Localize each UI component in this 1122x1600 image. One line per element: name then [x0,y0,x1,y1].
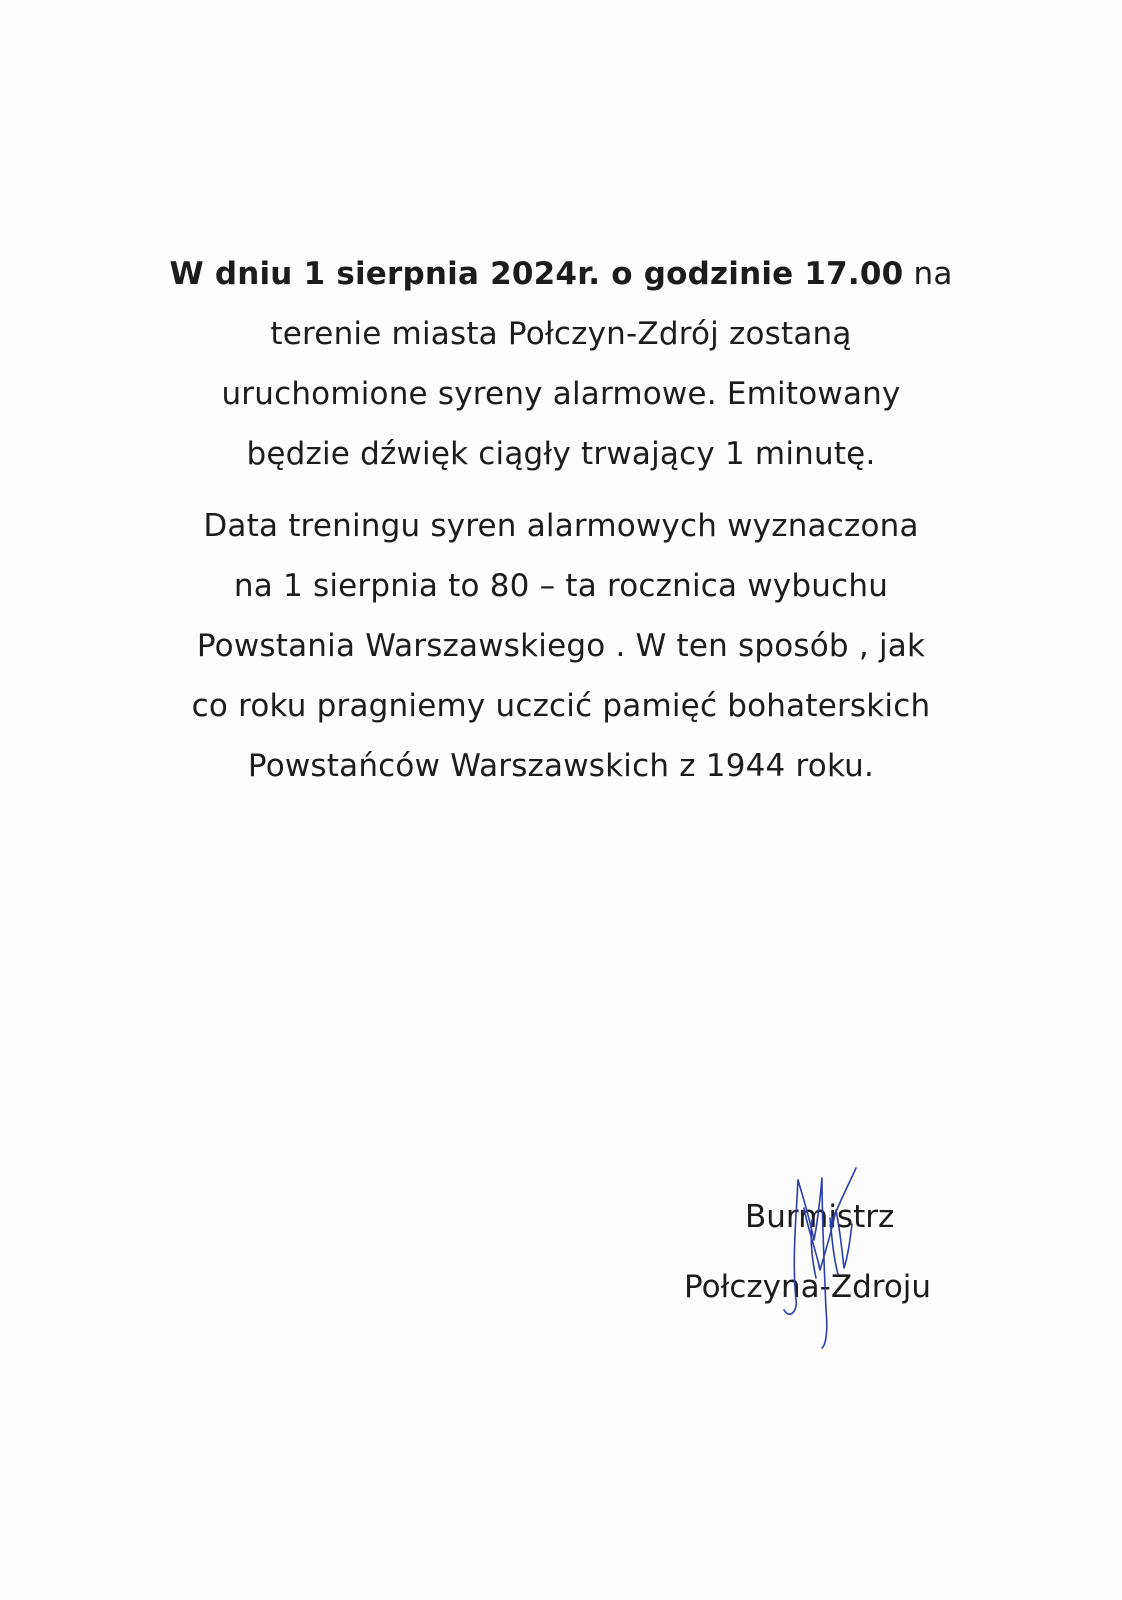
paragraph-2-line-1: Data treningu syren alarmowych wyznaczona [203,508,919,544]
line-1-continuation: na [903,256,953,292]
paragraph-2-line-4: co roku pragniemy uczcić pamięć bohaterskich [191,688,931,724]
paragraph-1-line-2: terenie miasta Połczyn-Zdrój zostaną [270,316,852,352]
handwritten-signature [760,1160,880,1350]
signature-stroke [830,1218,838,1274]
paragraph-1-line-1 [100,244,1022,304]
paragraph-2-line-3: Powstania Warszawskiego . W ten sposób , jak [196,628,926,664]
notice-paragraph-2 [100,496,1022,796]
paragraph-2-line-5: Powstańców Warszawskich z 1944 roku. [247,748,875,784]
signature-stroke [784,1180,798,1314]
date-time-emphasis: W dniu 1 sierpnia 2024r. o godzinie 17.00 [169,256,904,292]
notice-paragraph-1 [100,244,1022,484]
paragraph-1-line-3: uruchomione syreny alarmowe. Emitowany [221,376,901,412]
paragraph-1-line-4: będzie dźwięk ciągły trwający 1 minutę. [246,436,876,472]
signatory-place: Połczyna-Zdroju [684,1269,932,1305]
paragraph-2-line-2: na 1 sierpnia to 80 – ta rocznica wybuchu [233,568,889,604]
signatory-title: Burmistrz [745,1199,895,1235]
